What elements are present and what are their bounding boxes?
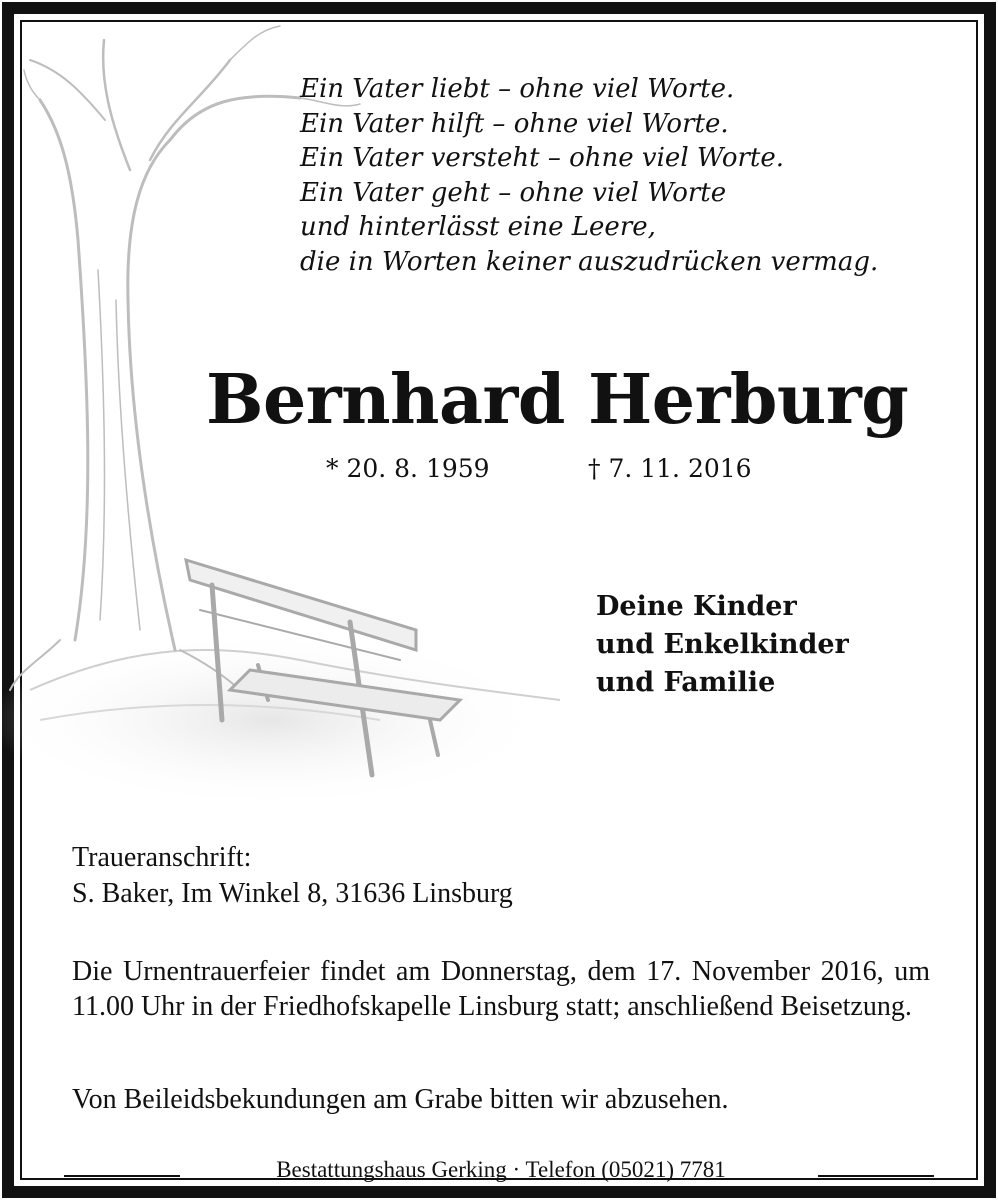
poem: [300, 72, 960, 279]
poem-line: Ein Vater versteht – ohne viel Worte.: [300, 143, 785, 173]
family-signature: [596, 588, 849, 702]
poem-line: Ein Vater geht – ohne viel Worte: [300, 177, 727, 208]
poem-line: Ein Vater hilft – ohne viel Worte.: [300, 108, 729, 139]
poem-line: und hinterlässt eine Leere,: [300, 212, 656, 242]
footer-rule-left: [64, 1175, 180, 1177]
deceased-name: Bernhard Herburg: [206, 360, 909, 440]
funeral-home-footer: Bestattungshaus Gerking · Telefon (05021) 7781: [276, 1157, 726, 1182]
birth-date: * 20. 8. 1959: [326, 454, 490, 483]
ceremony-notice: Die Urnentrauerfeier findet am Donnerstag, dem 17. November 2016, um 11.00 Uhr in der Friedhofskapelle Linsburg statt; anschließend Beisetzung.: [72, 956, 930, 1022]
sketch-ground: [0, 630, 560, 810]
family-line: Deine Kinder: [596, 591, 797, 622]
death-date: † 7. 11. 2016: [588, 454, 752, 483]
poem-line: Ein Vater liebt – ohne viel Worte.: [300, 74, 735, 104]
poem-line: die in Worten keiner auszudrücken vermag.: [300, 246, 879, 277]
condolence-note: Von Beileidsbekundungen am Grabe bitten wir abzusehen.: [72, 1084, 729, 1115]
family-line: und Familie: [596, 667, 776, 698]
address-line: S. Baker, Im Winkel 8, 31636 Linsburg: [72, 878, 513, 909]
mourning-address: [72, 840, 513, 912]
address-heading: Traueranschrift:: [72, 842, 252, 873]
family-line: und Enkelkinder: [596, 629, 849, 660]
footer-rule-right: [818, 1175, 934, 1177]
